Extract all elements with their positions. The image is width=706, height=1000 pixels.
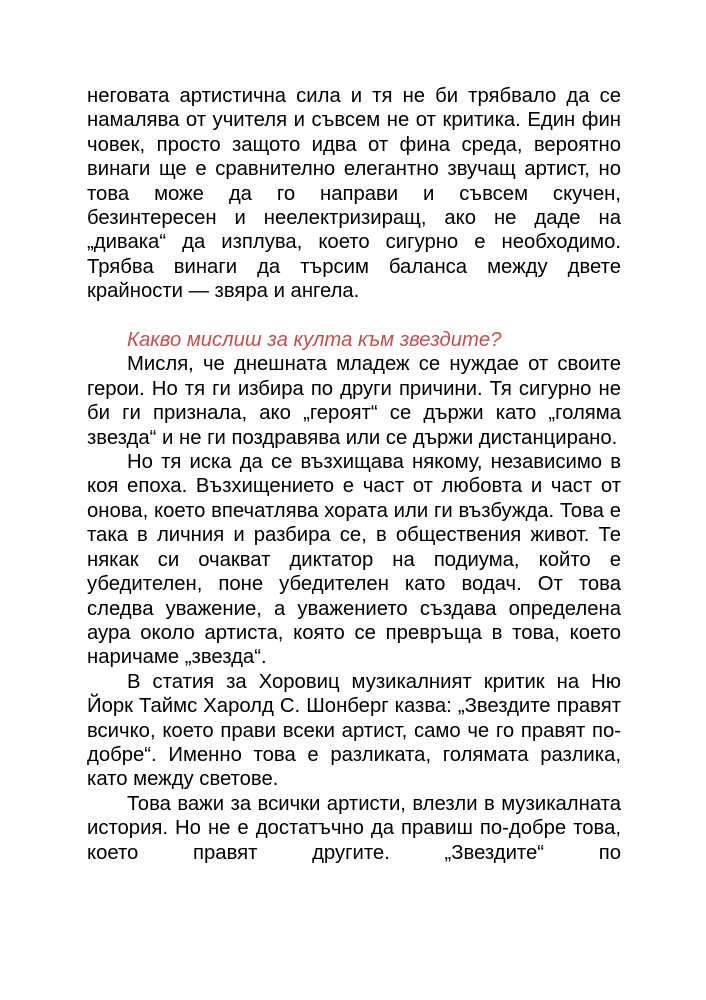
answer-paragraph: В статия за Хоровиц музикалният критик на Ню Йорк Таймс Харолд С. Шонберг казва: „Звездите правят всичко, което прави всеки артист, само че го правят по-добре“. Именно това е разликата, голямата разлика, като между светове. xyxy=(87,670,621,791)
answer-paragraph: Мисля, че днешната младеж се нуждае от своите герои. Но тя ги избира по други причини. Тя сигурно не би ги признала, ако „героят“ се държи като „голяма звезда“ и не ги поздравява или се държи дистанцирано. xyxy=(87,353,621,449)
answer-paragraph: Но тя иска да се възхищава някому, независимо в коя епоха. Възхищението е част от любовта и част от онова, което впечатлява хората или ги възбужда. Това е така в личния и разбира се, в обществения живот. Те някак си очакват диктатор на подиума, който е убедителен, поне убедителен като водач. От това следва уважение, а уважението създава определена аура около артиста, която се превръща в това, което наричаме „звезда“. xyxy=(87,451,621,669)
paragraph-continuation: неговата артистична сила и тя не би трябвало да се намалява от учителя и съвсем не от критика. Един фин човек, просто защото идва от фина среда, вероятно винаги ще е сравнително елегантно звучащ артист, но това може да го направи и съвсем скучен, безинтересен и неелектризиращ, ако не даде на „дивака“ да изплува, което сигурно е необходимо. Трябва винаги да търсим баланса между двете крайности — звяра и ангела. xyxy=(87,85,621,303)
interview-question: Какво мислиш за култа към звездите? xyxy=(127,329,502,352)
paragraph-spacer xyxy=(87,304,621,328)
document-page xyxy=(87,84,621,865)
answer-paragraph-truncated: Това важи за всички артисти, влезли в музикалната история. Но не е достатъчно да правиш по-добре това, което правят другите. „Звездите“ по xyxy=(87,792,621,864)
